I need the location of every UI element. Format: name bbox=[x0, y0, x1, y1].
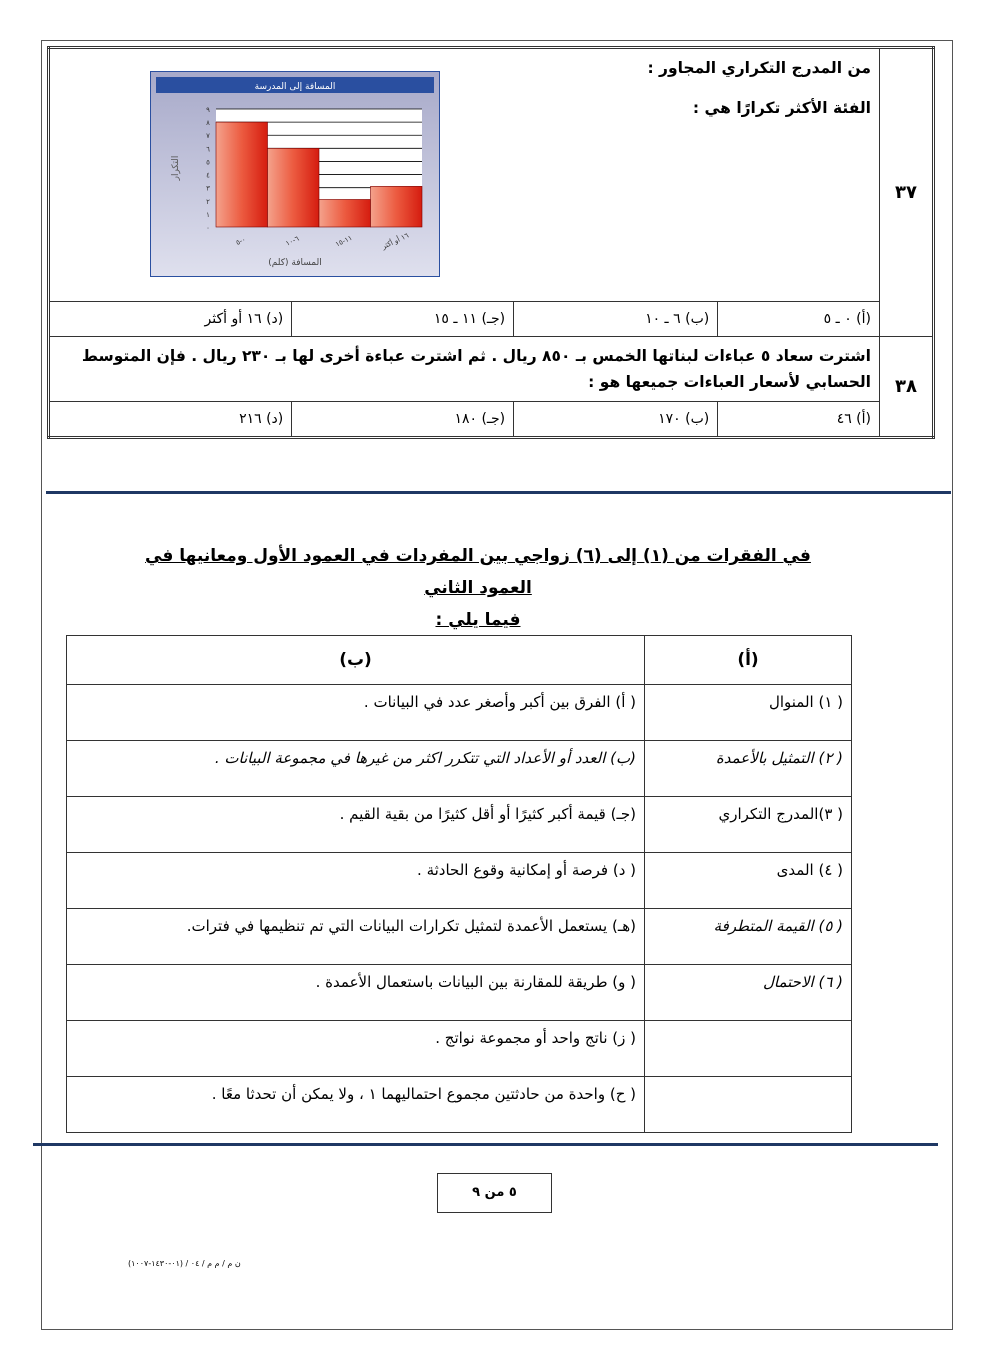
q37-option-a[interactable]: (أ) ٠ ـ ٥ bbox=[718, 302, 880, 337]
term-3: ( ٣)المدرج التكراري bbox=[645, 797, 852, 853]
term-1: ( ١) المنوال bbox=[645, 685, 852, 741]
instructions-line1: في الفقرات من (١) إلى (٦) زواجي بين المفردات في العمود الأول ومعانيها في العمود الثاني bbox=[145, 546, 811, 598]
matching-row bbox=[67, 909, 852, 965]
x-tick-label: ٦-١٠ bbox=[284, 234, 301, 248]
meaning-a: ( أ) الفرق بين أكبر وأصغر عدد في البيانات . bbox=[67, 685, 645, 741]
term-4: ( ٤) المدى bbox=[645, 853, 852, 909]
instructions-line2: فيما يلي : bbox=[435, 610, 521, 630]
x-tick-label: ١١-١٥ bbox=[334, 233, 354, 249]
y-tick-label: ٦ bbox=[206, 145, 210, 154]
column-a-header: (أ) bbox=[645, 636, 852, 685]
question-37-line1: من المدرج التكراري المجاور : bbox=[647, 59, 871, 77]
column-b-header: (ب) bbox=[67, 636, 645, 685]
matching-row bbox=[67, 1077, 852, 1133]
matching-row bbox=[67, 797, 852, 853]
term-5: ( ٥) القيمة المتطرفة bbox=[645, 909, 852, 965]
question-38-line2: الحسابي لأسعار العباءات جميعها هو : bbox=[588, 373, 871, 391]
histogram-bar bbox=[319, 199, 371, 227]
y-axis-label: التكرار bbox=[171, 155, 181, 181]
q38-option-c[interactable]: (جـ) ١٨٠ bbox=[292, 402, 514, 438]
term-6: ( ٦) الاحتمال bbox=[645, 965, 852, 1021]
histogram-bar bbox=[371, 186, 423, 227]
meaning-d: ( د) فرصة أو إمكانية وقوع الحادثة . bbox=[67, 853, 645, 909]
questions-table bbox=[47, 46, 935, 439]
y-tick-label: ٤ bbox=[206, 171, 210, 180]
meaning-b: (ب) العدد أو الأعداد التي تتكرر اكثر من غيرها في مجموعة البيانات . bbox=[67, 741, 645, 797]
q38-option-d[interactable]: (د) ٢١٦ bbox=[49, 402, 292, 438]
y-tick-label: ٥ bbox=[206, 158, 210, 167]
x-tick-label: ٠-٥ bbox=[234, 235, 248, 247]
meaning-f: ( و) طريقة للمقارنة بين البيانات باستعمال الأعمدة . bbox=[67, 965, 645, 1021]
q38-option-a[interactable]: (أ) ٤٦ bbox=[718, 402, 880, 438]
question-38-line1: اشترت سعاد ٥ عباءات لبناتها الخمس بـ ٨٥٠ ريال . ثم اشترت عباءة أخرى لها بـ ٢٣٠ ريال . فإن المتوسط bbox=[81, 347, 871, 365]
section-divider-bottom bbox=[33, 1143, 938, 1146]
histogram-bar bbox=[216, 122, 268, 227]
y-tick-label: ٧ bbox=[206, 132, 210, 141]
chart-title: المسافة إلى المدرسة bbox=[254, 82, 336, 92]
meaning-g: ( ز) ناتج واحد أو مجموعة نواتج . bbox=[67, 1021, 645, 1077]
y-tick-label: ١ bbox=[206, 210, 210, 219]
question-37-line2: الفئة الأكثر تكرارًا هي : bbox=[692, 99, 871, 117]
q37-option-b[interactable]: (ب) ٦ ـ ١٠ bbox=[514, 302, 718, 337]
meaning-e: (هـ) يستعمل الأعمدة لتمثيل تكرارات البيانات التي تم تنظيمها في فترات. bbox=[67, 909, 645, 965]
x-tick-label: ١٦ أو أكثر bbox=[380, 231, 411, 251]
y-tick-label: ٠ bbox=[206, 224, 210, 232]
y-tick-label: ٩ bbox=[206, 106, 210, 114]
matching-instructions bbox=[120, 540, 836, 636]
matching-row bbox=[67, 685, 852, 741]
matching-row bbox=[67, 853, 852, 909]
y-tick-label: ٨ bbox=[206, 119, 210, 128]
y-tick-label: ٣ bbox=[206, 184, 210, 193]
question-38-prompt bbox=[49, 337, 880, 402]
q37-option-c[interactable]: (جـ) ١١ ـ ١٥ bbox=[292, 302, 514, 337]
q37-option-d[interactable]: (د) ١٦ أو أكثر bbox=[49, 302, 292, 337]
page-number: ٥ من ٩ bbox=[437, 1173, 552, 1213]
term-empty-7 bbox=[645, 1021, 852, 1077]
matching-row bbox=[67, 1021, 852, 1077]
question-37-body bbox=[49, 48, 880, 302]
q38-option-b[interactable]: (ب) ١٧٠ bbox=[514, 402, 718, 438]
matching-table bbox=[66, 635, 852, 1133]
y-tick-label: ٢ bbox=[206, 197, 210, 206]
meaning-c: (جـ) قيمة أكبر كثيرًا أو أقل كثيرًا من بقية القيم . bbox=[67, 797, 645, 853]
matching-row bbox=[67, 741, 852, 797]
term-2: ( ٢) التمثيل بالأعمدة bbox=[645, 741, 852, 797]
histogram-bar bbox=[268, 148, 320, 227]
section-divider-top bbox=[46, 491, 951, 494]
x-axis-label: المسافة (كلم) bbox=[268, 258, 322, 268]
document-code: ن م / م م / ٠٤ / (٠١-١٤٣٠-١٠٠٧) bbox=[128, 1259, 241, 1268]
histogram-chart bbox=[150, 71, 440, 277]
question-37-number: ٣٧ bbox=[880, 48, 934, 337]
meaning-h: ( ح) واحدة من حادثتين مجموع احتماليهما ١ ، ولا يمكن أن تحدثا معًا . bbox=[67, 1077, 645, 1133]
matching-row bbox=[67, 965, 852, 1021]
question-38-number: ٣٨ bbox=[880, 337, 934, 438]
term-empty-8 bbox=[645, 1077, 852, 1133]
